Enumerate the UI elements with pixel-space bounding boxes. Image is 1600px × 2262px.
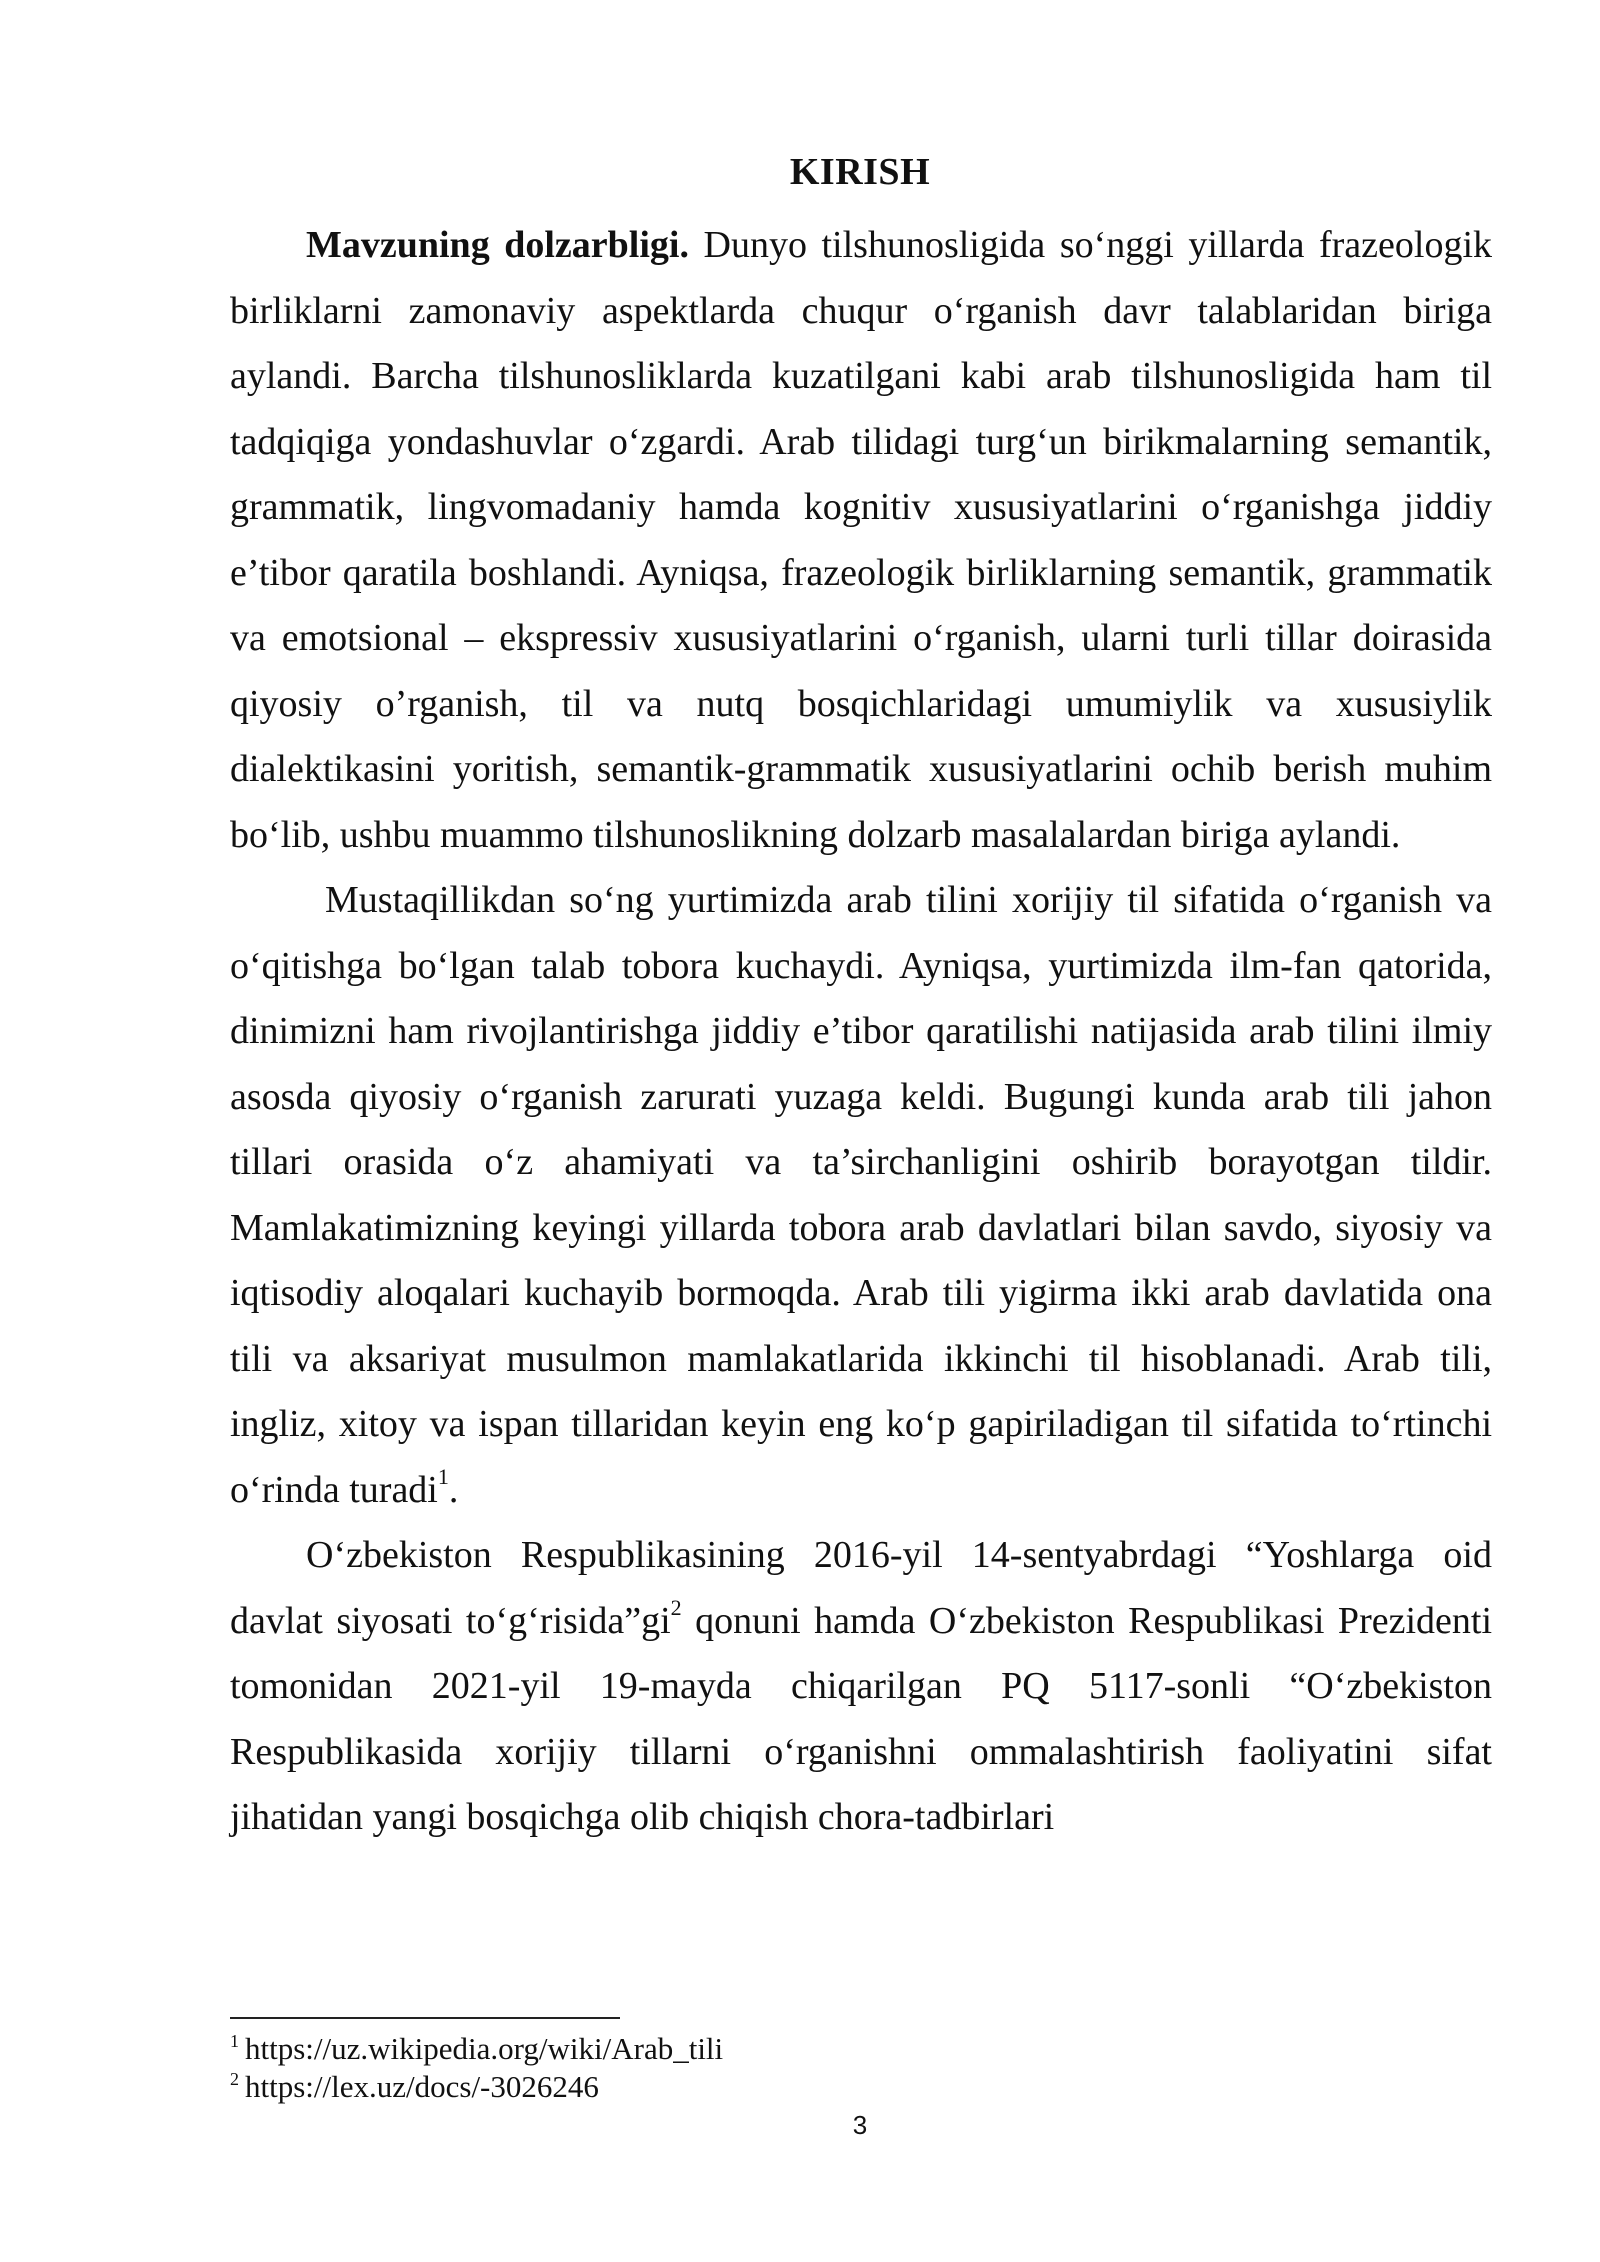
- paragraph-lead: Mavzuning dolzarbligi.: [306, 224, 689, 266]
- body-text: [230, 213, 1492, 1851]
- footnote-mark: 2: [230, 2069, 239, 2089]
- footnote-item: [230, 2068, 1492, 2106]
- footnote-separator: [230, 2017, 620, 2019]
- paragraph-legislation: [230, 1523, 1492, 1851]
- footnote-item: [230, 2030, 1492, 2068]
- paragraph-text: Dunyo tilshunosligida so‘nggi yillarda frazeologik birliklarni zamonaviy aspektlarda chuqur o‘rganish davr talablaridan biriga aylandi. Barcha tilshunosliklarda kuzatilgani kabi arab tilshunosligida ham til tadqiqiga yondashuvlar o‘zgardi. Arab tilidagi turg‘un birikmalarning semantik, grammatik, lingvomadaniy hamda kognitiv xususiyatlarini o‘rganishga jiddiy e’tibor qaratila boshlandi. Ayniqsa, frazeologik birliklarning semantik, grammatik va emotsional – ekspressiv xususiyatlarini o‘rganish, ularni turli tillar doirasida qiyosiy o’rganish, til va nutq bosqichlaridagi umumiylik va xususiylik dialektikasini yoritish, semantik-grammatik xususiyatlarini ochib berish muhim bo‘lib, ushbu muammo tilshunoslikning dolzarb masalalardan biriga aylandi.: [230, 224, 1493, 856]
- footnote-mark: 1: [230, 2031, 239, 2051]
- section-heading: KIRISH: [789, 151, 931, 193]
- paragraph-text: Mustaqillikdan so‘ng yurtimizda arab tilini xorijiy til sifatida o‘rganish va o‘qitishga bo‘lgan talab tobora kuchaydi. Ayniqsa, yurtimizda ilm-fan qatorida, dinimizni ham rivojlantirishga jiddiy e’tibor qaratilishi natijasida arab tilini ilmiy asosda qiyosiy o‘rganish zarurati yuzaga keldi. Bugungi kunda arab tili jahon tillari orasida o‘z ahamiyati va ta’sirchanligini oshirib borayotgan tildir. Mamlakatimizning keyingi yillarda tobora arab davlatlari bilan savdo, siyosiy va iqtisodiy aloqalari kuchayib bormoqda. Arab tili yigirma ikki arab davlatida ona tili va aksariyat musulmon mamlakatlarida ikkinchi til hisoblanadi. Arab tili, ingliz, xitoy va ispan tillaridan keyin eng ko‘p gapiriladigan til sifatida to‘rtinchi o‘rinda turadi: [230, 879, 1492, 1511]
- paragraph-tail: .: [448, 1468, 459, 1511]
- footnote-reference[interactable]: 2: [670, 1594, 682, 1620]
- footnotes: [230, 2030, 1492, 2106]
- footnote-link[interactable]: https://uz.wikipedia.org/wiki/Arab_tili: [245, 2031, 724, 2066]
- page-number: 3: [852, 2110, 868, 2140]
- paragraph-relevance: [230, 213, 1492, 868]
- paragraph-text: O‘zbekiston Respublikasining 2016-yil 14-sentyabrdagi “Yoshlarga oid davlat siyosati to‘g‘risida”gi: [230, 1534, 1492, 1642]
- footnote-link[interactable]: https://lex.uz/docs/-3026246: [245, 2069, 599, 2104]
- paragraph-arabic-demand: [230, 868, 1492, 1523]
- paragraph-text-continued: qonuni hamda O‘zbekiston Respublikasi Prezidenti tomonidan 2021-yil 19-mayda chiqarilgan PQ 5117-sonli “O‘zbekiston Respublikasida xorijiy tillarni o‘rganishni ommalashtirish faoliyatini sifat jihatidan yangi bosqichga olib chiqish chora-tadbirlari: [230, 1599, 1492, 1838]
- footnote-reference[interactable]: 1: [437, 1463, 449, 1489]
